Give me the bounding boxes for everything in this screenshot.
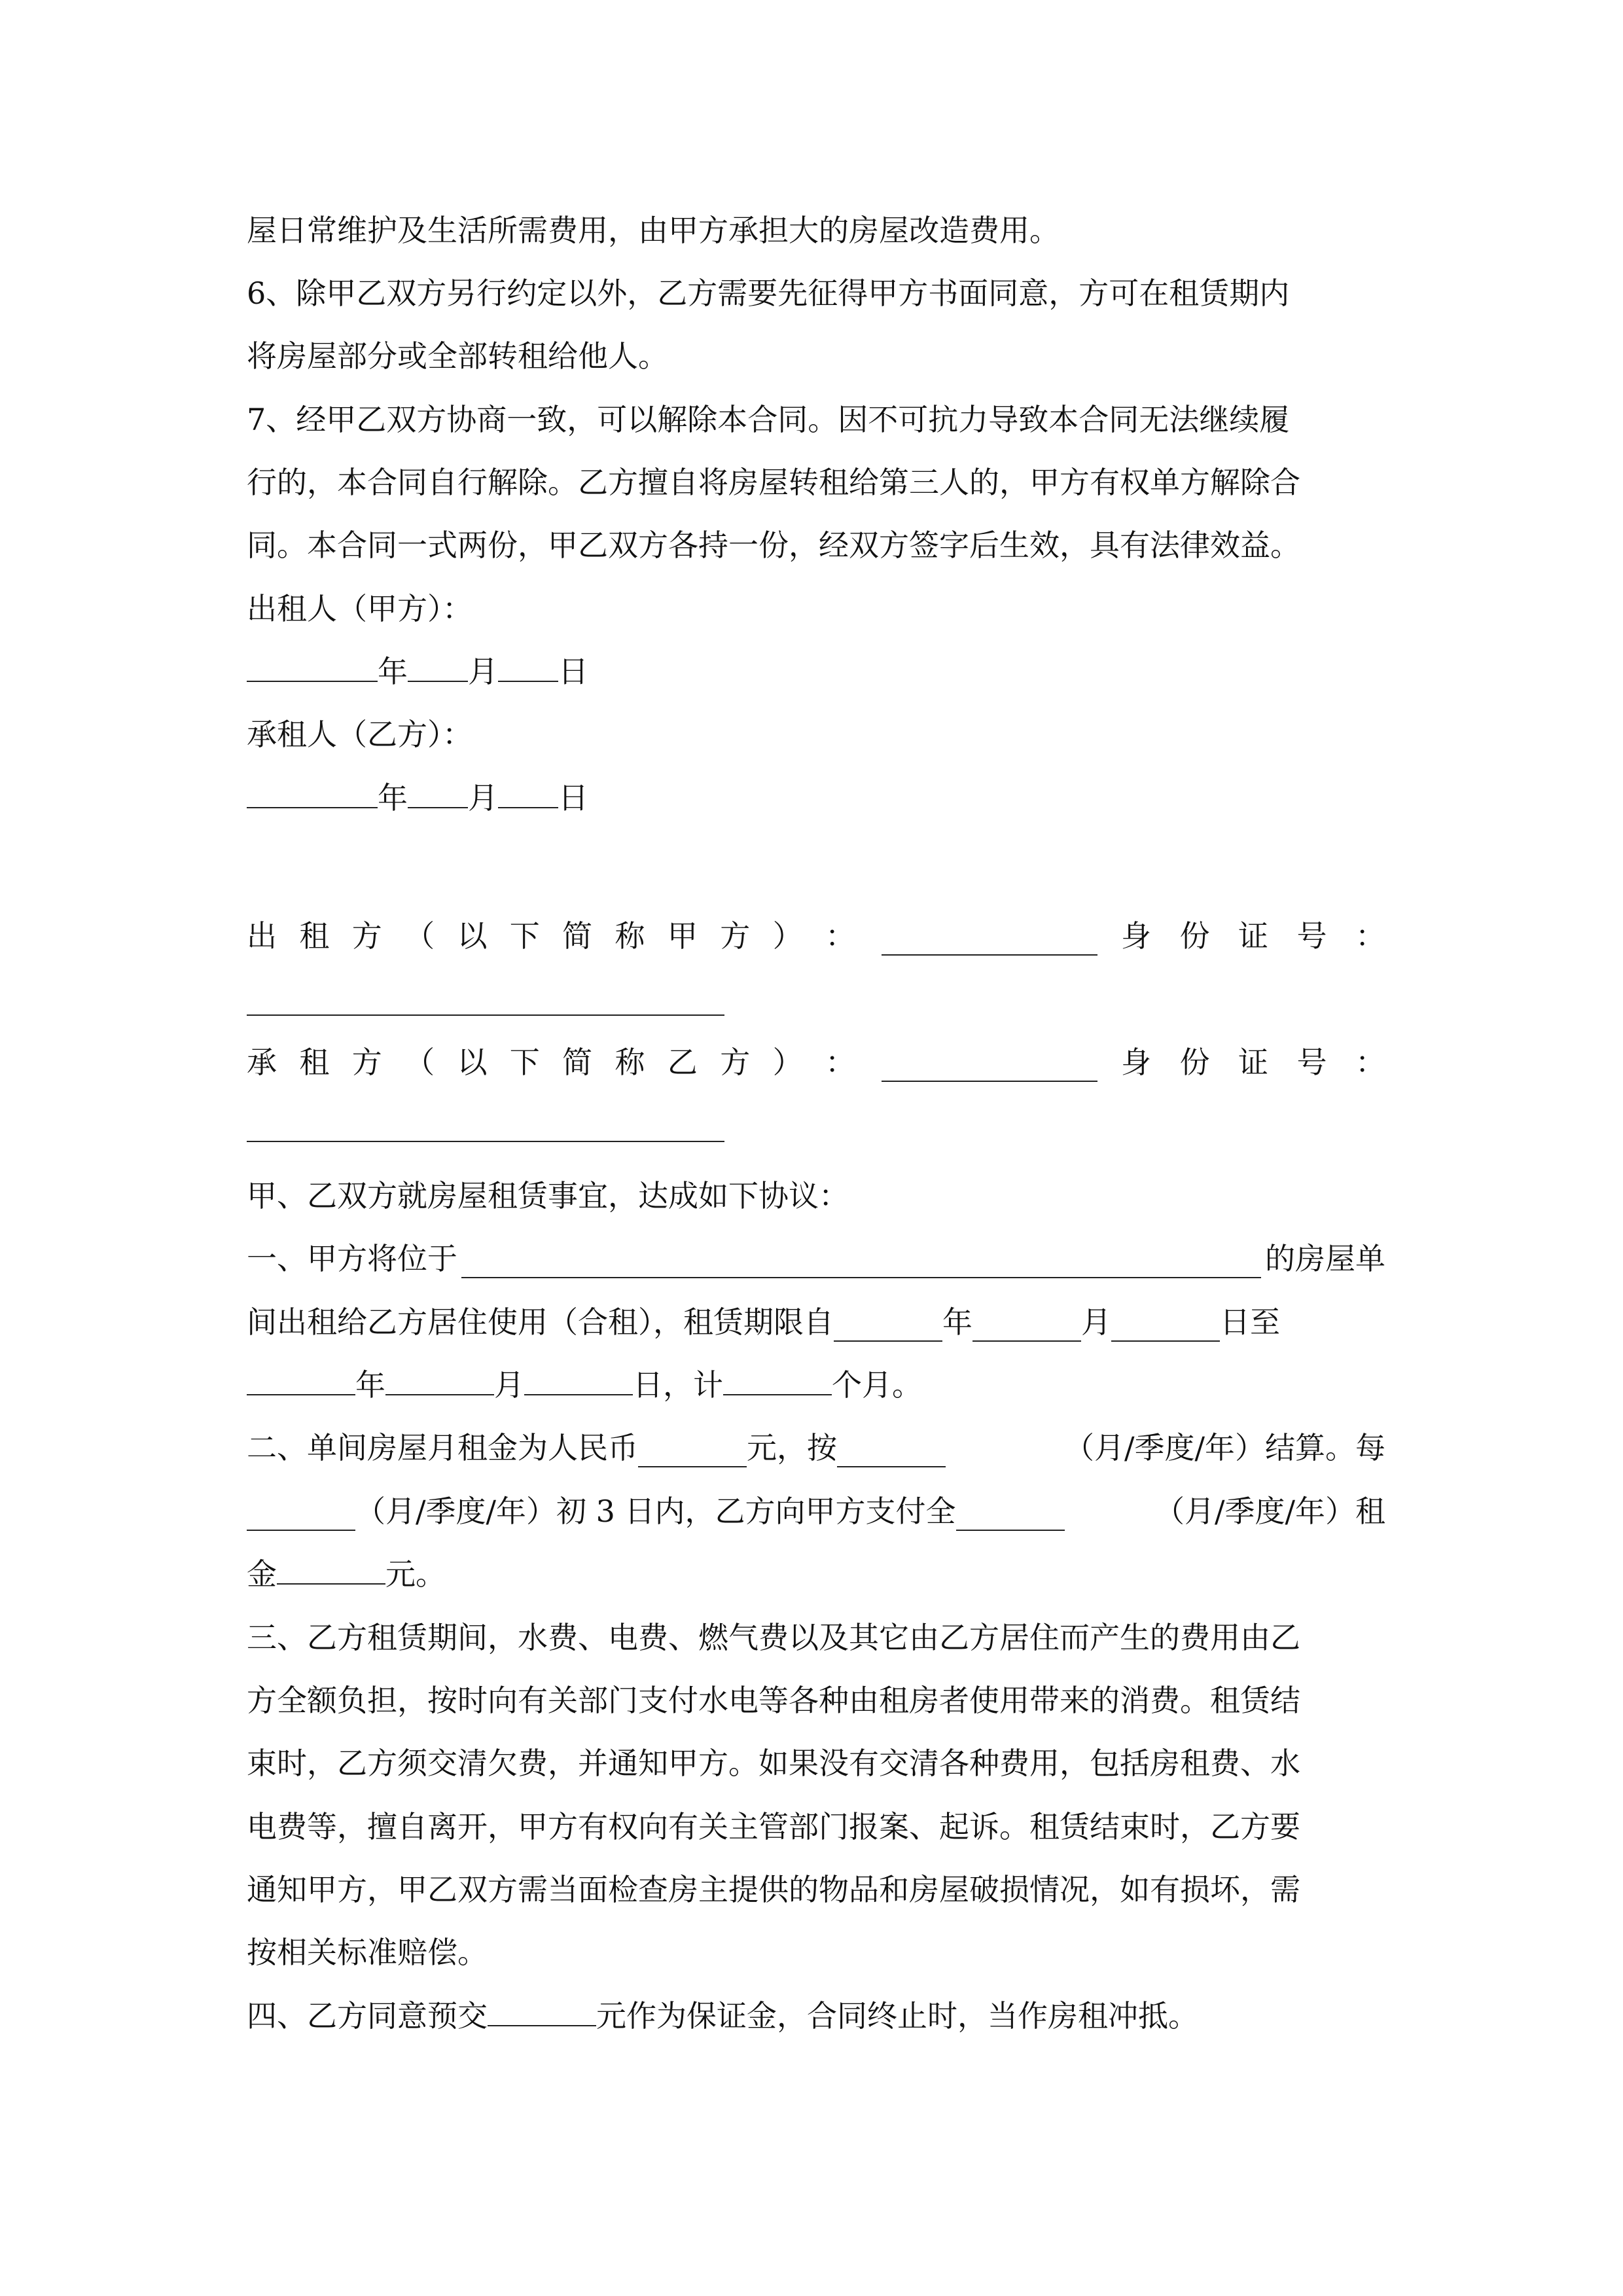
char: 出 xyxy=(247,918,277,954)
char: （ xyxy=(404,918,435,954)
text: 一、甲方将位于 xyxy=(247,1241,457,1276)
char: 简 xyxy=(562,918,593,954)
text: 月 xyxy=(494,1367,524,1403)
year-blank[interactable] xyxy=(247,778,378,808)
day-label: 日 xyxy=(558,780,588,816)
text: 二、单间房屋月租金为人民币 xyxy=(247,1430,638,1465)
char: ： xyxy=(825,1045,855,1080)
char: 称 xyxy=(615,918,645,954)
char: 简 xyxy=(562,1045,593,1080)
year-label: 年 xyxy=(378,654,408,689)
char: ： xyxy=(1355,918,1385,954)
clause-2-line-2 xyxy=(247,1492,1385,1531)
char: 称 xyxy=(615,1045,645,1080)
text: 四、乙方同意预交 xyxy=(247,1998,488,2034)
char: 以 xyxy=(457,1045,488,1080)
day-blank[interactable] xyxy=(498,652,558,682)
text: 月 xyxy=(1081,1304,1111,1340)
agreement-intro: 甲、乙双方就房屋租赁事宜，达成如下协议： xyxy=(247,1178,849,1213)
year-blank[interactable] xyxy=(247,652,378,682)
text: 的房屋单 xyxy=(1265,1241,1385,1276)
clause-3-line-1: 三、乙方租赁期间，水费、电费、燃气费以及其它由乙方居住而产生的费用由乙 xyxy=(247,1620,1300,1655)
char: 身 xyxy=(1121,1045,1151,1080)
settlement-period-blank[interactable] xyxy=(837,1437,946,1467)
lessee-party-label xyxy=(247,1043,855,1082)
clause-4-line-1 xyxy=(247,1996,1385,2036)
char: 份 xyxy=(1179,1045,1210,1080)
char: ： xyxy=(1355,1045,1385,1080)
clause-3-line-3: 束时，乙方须交清欠费，并通知甲方。如果没有交清各种费用，包括房租费、水 xyxy=(247,1746,1300,1781)
id-number-label xyxy=(1121,1043,1385,1082)
clause-3-line-4: 电费等，擅自离开，甲方有权向有关主管部门报案、起诉。租赁结束时，乙方要 xyxy=(247,1809,1300,1844)
clause-2-line-1 xyxy=(247,1428,1385,1467)
text: 日至 xyxy=(1220,1304,1280,1340)
end-year-blank[interactable] xyxy=(247,1365,355,1395)
start-day-blank[interactable] xyxy=(1111,1312,1220,1342)
month-blank[interactable] xyxy=(408,652,468,682)
char: 身 xyxy=(1121,918,1151,954)
month-label: 月 xyxy=(468,654,498,689)
char: 以 xyxy=(457,918,488,954)
text: 年 xyxy=(355,1367,385,1403)
paragraph-line: 屋日常维护及生活所需费用，由甲方承担大的房屋改造费用。 xyxy=(247,213,1060,248)
day-blank[interactable] xyxy=(498,778,558,808)
clause-3-line-5: 通知甲方，甲乙双方需当面检查房主提供的物品和房屋破损情况，如有损坏，需 xyxy=(247,1872,1300,1907)
text: 元作为保证金，合同终止时，当作房租冲抵。 xyxy=(596,1998,1198,2034)
clause-7-line-2: 行的，本合同自行解除。乙方擅自将房屋转租给第三人的，甲方有权单方解除合 xyxy=(247,465,1300,500)
lessee-date-row xyxy=(247,778,1385,817)
char: 承 xyxy=(247,1045,277,1080)
char: 下 xyxy=(509,918,540,954)
text: 元，按 xyxy=(747,1430,837,1465)
lessor-party-label xyxy=(247,916,855,956)
month-label: 月 xyxy=(468,780,498,816)
text: 个月。 xyxy=(832,1367,922,1403)
clause-7-line-1: 7、经甲乙双方协商一致，可以解除本合同。因不可抗力导致本合同无法继续履 xyxy=(247,402,1290,437)
start-month-blank[interactable] xyxy=(972,1312,1081,1342)
start-year-blank[interactable] xyxy=(834,1312,942,1342)
clause-6-line-1: 6、除甲乙双方另行约定以外，乙方需要先征得甲方书面同意，方可在租赁期内 xyxy=(247,276,1290,311)
id-number-label xyxy=(1121,916,1385,956)
clause-3-line-6: 按相关标准赔偿。 xyxy=(247,1935,488,1970)
char: ： xyxy=(825,918,855,954)
lessee-id-blank[interactable] xyxy=(247,1141,724,1142)
char: 证 xyxy=(1238,1045,1268,1080)
char: 号 xyxy=(1296,918,1327,954)
clause-3-line-2: 方全额负担，按时向有关部门支付水电等各种由租房者使用带来的消费。租赁结 xyxy=(247,1683,1300,1718)
char: ） xyxy=(772,1045,803,1080)
months-count-blank[interactable] xyxy=(723,1365,832,1395)
text: 元。 xyxy=(385,1556,446,1592)
text: 间出租给乙方居住使用（合租），租赁期限自 xyxy=(247,1304,834,1340)
year-label: 年 xyxy=(378,780,408,816)
char: 方 xyxy=(720,918,751,954)
char: 下 xyxy=(509,1045,540,1080)
lessor-id-blank[interactable] xyxy=(247,1014,724,1016)
text: 日，计 xyxy=(633,1367,723,1403)
char: ） xyxy=(772,918,803,954)
clause-1-line-1 xyxy=(247,1239,1385,1278)
lessor-date-row xyxy=(247,652,1385,691)
rent-total-blank[interactable] xyxy=(277,1554,385,1585)
char: 乙 xyxy=(667,1045,698,1080)
clause-1-line-2 xyxy=(247,1302,1385,1342)
char: 租 xyxy=(299,1045,330,1080)
char: 方 xyxy=(351,918,382,954)
lessee-label: 承租人（乙方）： xyxy=(247,717,473,752)
char: 份 xyxy=(1179,918,1210,954)
deposit-amount-blank[interactable] xyxy=(488,1996,596,2026)
month-blank[interactable] xyxy=(408,778,468,808)
clause-7-line-3: 同。本合同一式两份，甲乙双方各持一份，经双方签字后生效，具有法律效益。 xyxy=(247,528,1300,563)
lessor-name-blank[interactable] xyxy=(882,925,1097,956)
text: 金 xyxy=(247,1556,277,1592)
lessee-party-row xyxy=(247,1043,1385,1082)
char: 方 xyxy=(720,1045,751,1080)
clause-2-line-3 xyxy=(247,1554,1385,1594)
text: （月/季度/年）租 xyxy=(1154,1494,1385,1529)
char: 证 xyxy=(1238,918,1268,954)
payment-period-blank[interactable] xyxy=(247,1501,355,1531)
location-blank[interactable] xyxy=(461,1248,1261,1278)
char: （ xyxy=(404,1045,435,1080)
lessor-label: 出租人（甲方）： xyxy=(247,591,473,626)
rent-amount-blank[interactable] xyxy=(638,1437,747,1467)
lessor-party-row xyxy=(247,916,1385,956)
char: 方 xyxy=(351,1045,382,1080)
end-day-blank[interactable] xyxy=(524,1365,633,1395)
clause-1-line-3 xyxy=(247,1365,1385,1405)
text: 年 xyxy=(942,1304,972,1340)
clause-6-line-2: 将房屋部分或全部转租给他人。 xyxy=(247,338,668,374)
text: （月/季度/年）初 3 日内，乙方向甲方支付全 xyxy=(355,1494,956,1529)
end-month-blank[interactable] xyxy=(385,1365,494,1395)
lessee-name-blank[interactable] xyxy=(882,1052,1097,1082)
payment-unit-blank[interactable] xyxy=(956,1501,1065,1531)
char: 号 xyxy=(1296,1045,1327,1080)
text: （月/季度/年）结算。每 xyxy=(1064,1430,1385,1465)
day-label: 日 xyxy=(558,654,588,689)
char: 甲 xyxy=(667,918,698,954)
char: 租 xyxy=(299,918,330,954)
